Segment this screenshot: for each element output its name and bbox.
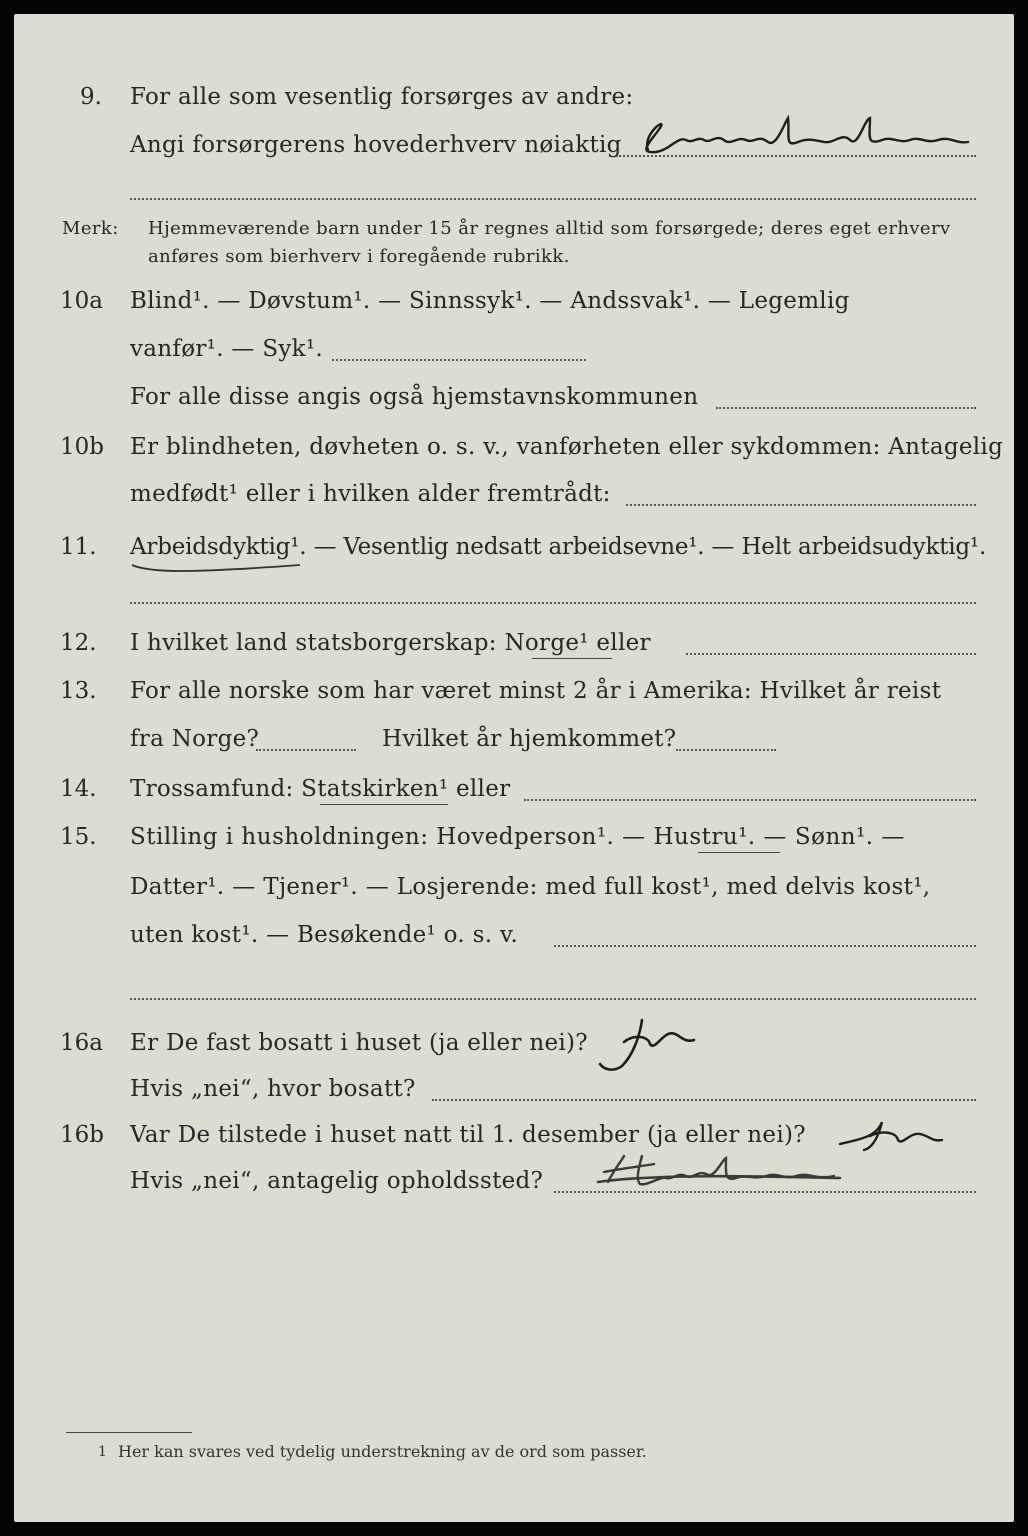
q9-line2: Angi forsørgerens hovederhverv nøiaktig <box>130 132 622 158</box>
q16a-line1: Er De fast bosatt i huset (ja eller nei)? <box>130 1030 588 1056</box>
q15-number: 15. <box>60 824 97 850</box>
q10b-line2: medfødt¹ eller i hvilken alder fremtrådt: <box>130 481 611 507</box>
q16b-handwritten-answer-signature <box>836 1118 946 1154</box>
q11-extra-line <box>130 602 976 604</box>
q10a-answer-line <box>332 359 586 361</box>
q12-underline-mark <box>532 658 612 659</box>
q15-line2: Datter¹. — Tjener¹. — Losjerende: med full kost¹, med delvis kost¹, <box>130 874 931 900</box>
q14-underline-mark <box>320 804 448 805</box>
q16a-number: 16a <box>60 1030 103 1056</box>
census-form-page <box>14 14 1014 1522</box>
q10a-line2: vanfør¹. — Syk¹. <box>130 336 324 362</box>
q13-reist-line <box>256 749 356 751</box>
q16a-handwritten-answer-signature <box>594 1014 704 1076</box>
q14-number: 14. <box>60 776 97 802</box>
merk-line2: anføres som bierhverv i foregående rubrikk. <box>148 246 570 267</box>
q9-extra-line <box>130 198 976 200</box>
q9-number: 9. <box>80 84 102 110</box>
footnote-text: Her kan svares ved tydelig understrekning av de ord som passer. <box>118 1442 647 1461</box>
q10a-number: 10a <box>60 288 103 314</box>
q10a-line1: Blind¹. — Døvstum¹. — Sinnssyk¹. — Andssvak¹. — Legemlig <box>130 288 850 314</box>
q16a-answer-line <box>432 1099 976 1101</box>
q16b-line2: Hvis „nei“, antagelig opholdssted? <box>130 1168 544 1194</box>
footnote-mark: 1 <box>98 1444 107 1460</box>
q16b-number: 16b <box>60 1122 104 1148</box>
q12-answer-line <box>686 653 976 655</box>
q15-extra-line <box>130 998 976 1000</box>
q14-answer-line <box>524 799 976 801</box>
q12-number: 12. <box>60 630 97 656</box>
q11-number: 11. <box>60 534 97 560</box>
q13-line1: For alle norske som har været minst 2 år i Amerika: Hvilket år reist <box>130 678 942 704</box>
q10a-line3: For alle disse angis også hjemstavnskommunen <box>130 384 699 410</box>
q16a-line2: Hvis „nei“, hvor bosatt? <box>130 1076 416 1102</box>
q15-answer-line <box>554 945 976 947</box>
q15-line1: Stilling i husholdningen: Hovedperson¹. — Hustru¹. — Sønn¹. — <box>130 824 905 850</box>
q13-line2a: fra Norge? <box>130 726 260 752</box>
q15-underline-mark <box>698 852 780 853</box>
q12-line1: I hvilket land statsborgerskap: Norge¹ eller <box>130 630 651 656</box>
q15-line3: uten kost¹. — Besøkende¹ o. s. v. <box>130 922 519 948</box>
q10a-hjemstavn-line <box>716 407 976 409</box>
merk-line1: Hjemmeværende barn under 15 år regnes alltid som forsørgede; deres eget erhverv <box>148 218 951 239</box>
q11-line1: Arbeidsdyktig¹. — Vesentlig nedsatt arbeidsevne¹. — Helt arbeidsudyktig¹. <box>130 534 987 560</box>
q10b-number: 10b <box>60 434 104 460</box>
q9-handwritten-answer-signature <box>638 114 978 164</box>
merk-label: Merk: <box>62 218 119 239</box>
q9-line1: For alle som vesentlig forsørges av andre: <box>130 84 634 110</box>
footnote-rule <box>66 1432 192 1433</box>
q10b-answer-line <box>626 504 976 506</box>
q10b-line1: Er blindheten, døvheten o. s. v., vanførheten eller sykdommen: Antagelig <box>130 434 1004 460</box>
q11-underline-mark <box>130 559 310 579</box>
q13-line2b: Hvilket år hjemkommet? <box>382 726 677 752</box>
q13-hjemkommet-line <box>676 749 776 751</box>
q16b-struck-answer-signature <box>594 1152 844 1198</box>
q16b-line1: Var De tilstede i huset natt til 1. desember (ja eller nei)? <box>130 1122 806 1148</box>
q14-line1: Trossamfund: Statskirken¹ eller <box>130 776 511 802</box>
q13-number: 13. <box>60 678 97 704</box>
